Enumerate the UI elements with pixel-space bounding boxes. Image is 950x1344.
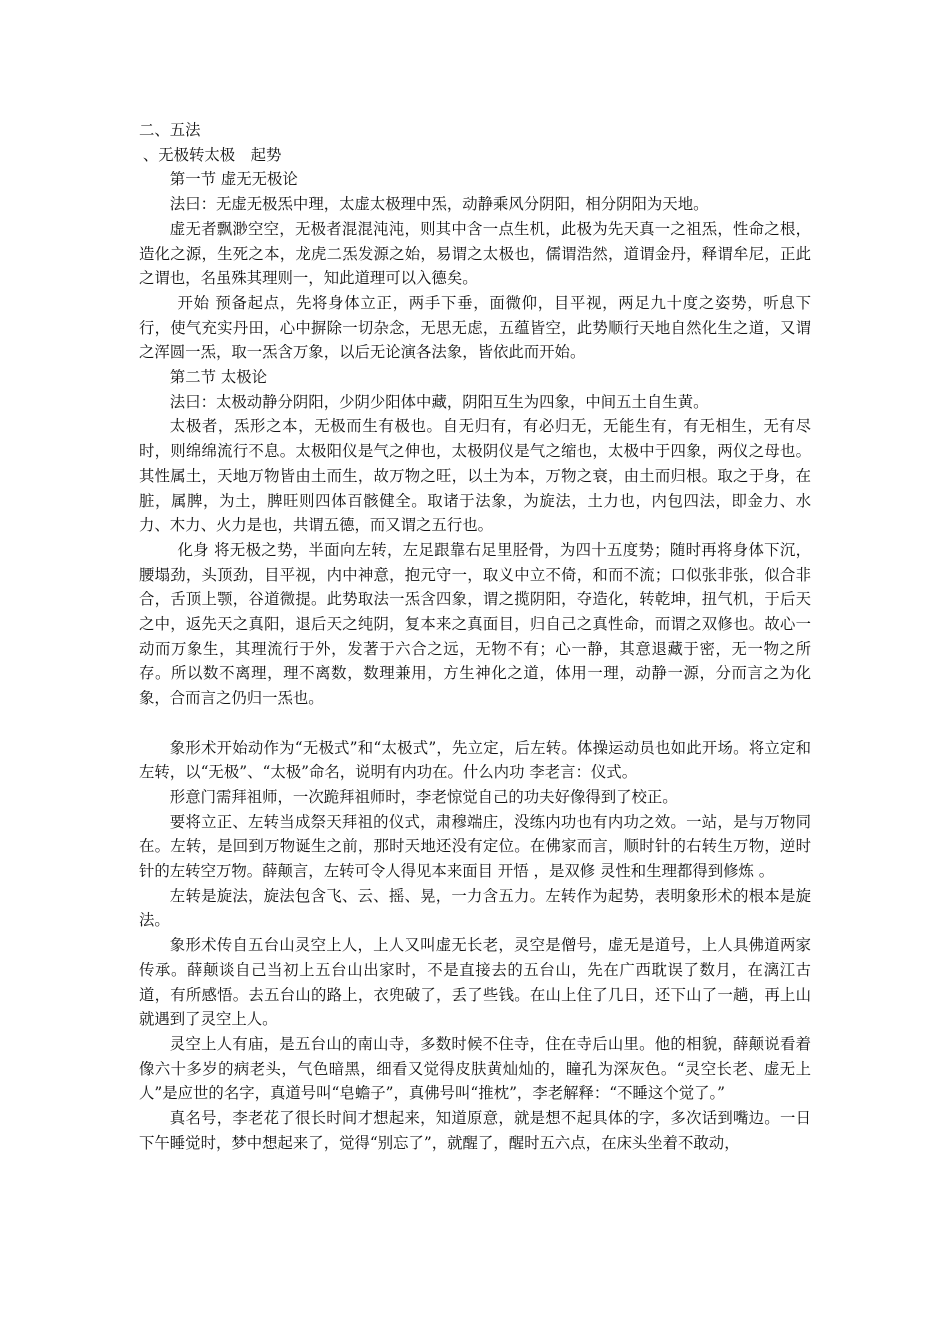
paragraph: 法曰：无虚无极炁中理，太虚太极理中炁，动静乘风分阴阳，相分阴阳为天地。: [169, 195, 709, 214]
section-title: 第一节 虚无无极论: [169, 170, 298, 189]
commentary-paragraph: 左转是旋法，旋法包含飞、云、摇、晃，一力含五力。左转作为起势，表明象形术的根本是旋法。: [139, 886, 811, 930]
paragraph: 化身 将无极之势，半面向左转，左足跟靠右足里胫骨，为四十五度势；随时再将身体下沉，腰塌劲，头顶劲，目平视，内中神意，抱元守一，取义中立不倚，和而不流；口似张非张，似合非合，舌顶上颚，谷道微提。此势取法一炁含四象，谓之揽阴阳，夺造化，转乾坤，扭气机，于后天之中，返先天之真阳，退后天之纯阴，复本来之真面目，归自己之真性命，而谓之双修也。故心一动而万象生，其理流行于外，发著于六合之远，无物不有；心一静，其意退藏于密，无一物之所存。所以数不离理，理不离数，数理兼用，方生神化之道，体用一理，动静一源，分而言之为化象，合而言之仍归一炁也。: [139, 540, 811, 708]
document-page: [139, 118, 811, 1156]
paragraph: 虚无者飘渺空空，无极者混混沌沌，则其中含一点生机，此极为先天真一之祖炁，性命之根，造化之源，生死之本，龙虎二炁发源之始，易谓之太极也，儒谓浩然，道谓金丹，释谓牟尼，正此之谓也，名虽殊其理则一，知此道理可以入德矣。: [139, 219, 811, 288]
commentary-paragraph: 要将立正、左转当成祭天拜祖的仪式，肃穆端庄，没练内功也有内功之效。一站，是与万物同在。左转，是回到万物诞生之前，那时天地还没有定位。在佛家而言，顺时针的右转生万物，逆时针的左转空万物。薛颠言，左转可令人得见本来面目 开悟 ，是双修 灵性和生理都得到修炼 。: [139, 812, 811, 881]
paragraph: 法曰：太极动静分阴阳，少阴少阳体中藏，阴阳互生为四象，中间五土自生黄。: [169, 392, 709, 411]
commentary-paragraph: 真名号，李老花了很长时间才想起来，知道原意，就是想不起具体的字，多次话到嘴边。一日下午睡觉时，梦中想起来了，觉得“别忘了”，就醒了，醒时五六点，在床头坐着不敢动，: [139, 1109, 811, 1152]
commentary-paragraph: 象形术传自五台山灵空上人，上人又叫虚无长老，灵空是僧号，虚无是道号，上人具佛道两家传承。薛颠谈自己当初上五台山出家时，不是直接去的五台山，先在广西耽误了数月，在漓江古道，有所感悟。去五台山的路上，衣兜破了，丢了些钱。在山上住了几日，还下山了一趟，再上山就遇到了灵空上人。: [139, 936, 811, 1029]
paragraph: 开始 预备起点，先将身体立正，两手下垂，面微仰，目平视，两足九十度之姿势，听息下行，使气充实丹田，心中摒除一切杂念，无思无虑，五蕴皆空，此势顺行天地自然化生之道，又谓之浑圆一炁，取一炁含万象，以后无论演各法象，皆依此而开始。: [139, 293, 811, 362]
paragraph: 太极者，炁形之本，无极而生有极也。自无归有，有必归无，无能生有，有无相生，无有尽时，则绵绵流行不息。太极阳仪是气之伸也，太极阴仪是气之缩也，太极中于四象，两仪之母也。其性属土，天地万物皆由土而生，故万物之旺，以土为本，万物之衰，由土而归根。取之于身，在脏，属脾，为土，脾旺则四体百骸健全。取诸于法象，为旋法，土力也，内包四法，即金力、水力、木力、火力是也，共谓五德，而又谓之五行也。: [139, 417, 811, 535]
chapter-subheading: 、无极转太极 起势: [142, 145, 282, 164]
section-title: 第二节 太极论: [169, 368, 268, 387]
commentary-paragraph: 象形术开始动作为“无极式”和“太极式”，先立定，后左转。体操运动员也如此开场。将立定和左转，以“无极”、“太极”命名，说明有内功在。什么内功 李老言：仪式。: [139, 738, 811, 782]
chapter-heading: 二、五法: [139, 121, 201, 139]
commentary-paragraph: 形意门需拜祖师，一次跪拜祖师时，李老惊觉自己的功夫好像得到了校正。: [169, 787, 678, 806]
blank-line: [139, 711, 811, 736]
commentary-paragraph: 灵空上人有庙，是五台山的南山寺，多数时候不住寺，住在寺后山里。他的相貌，薛颠说看着像六十多岁的病老头，气色暗黑，细看又觉得皮肤黄灿灿的，瞳孔为深灰色。“灵空长老、虚无上人”是应世的名字，真道号叫“皂蟾子”，真佛号叫“推枕”，李老解释：“不睡这个觉了。”: [139, 1035, 811, 1103]
